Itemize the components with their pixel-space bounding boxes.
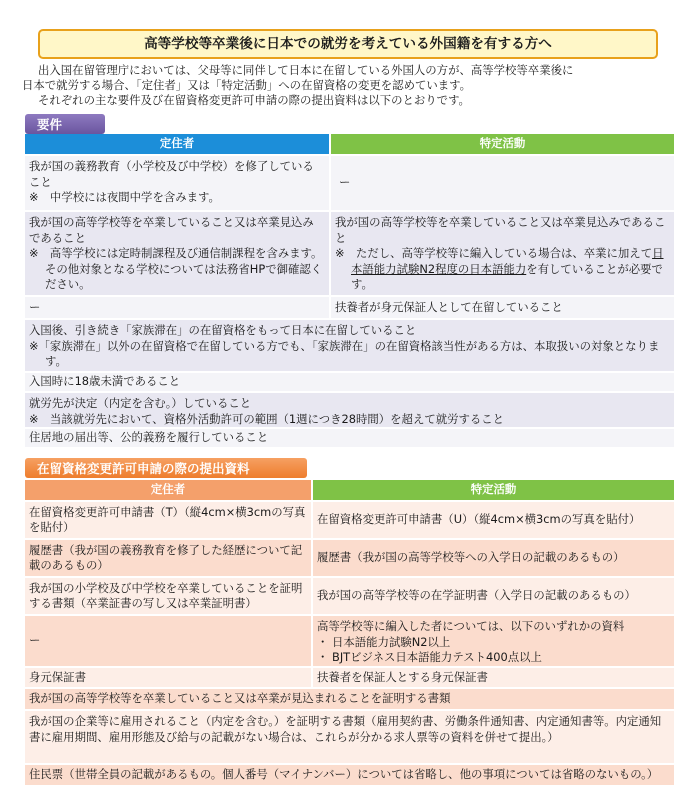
table-cell: 扶養者を保証人とする身元保証書 [313, 668, 674, 687]
table-row [25, 578, 674, 616]
cell-note-text: ※ ただし、高等学校等に編入している場合は、卒業に加えて [335, 246, 653, 260]
table-cell: 履歴書（我が国の高等学校等への入学日の記載のあるもの） [313, 540, 674, 576]
intro-line-2: 日本で就労する場合、「定住者」又は「特定活動」への在留資格の変更を認めています。 [22, 78, 472, 92]
cell-text: 高等学校等に編入した者については、以下のいずれかの資料 [317, 619, 625, 633]
table-row [25, 711, 674, 765]
requirements-table [25, 134, 674, 449]
cell-note [335, 246, 669, 293]
table-row [25, 689, 674, 711]
list-item: ・ BJTビジネス日本語能力テスト400点以上 [317, 650, 542, 664]
cell-text: ー [339, 175, 351, 190]
table-row [25, 616, 674, 668]
table-cell [25, 156, 331, 210]
table-cell: 我が国の高等学校等を卒業していること又は卒業が見込まれることを証明する書類 [25, 689, 674, 709]
cell-text: 我が国の高等学校等を卒業していること又は卒業見込みであること [335, 215, 666, 245]
table-cell: 身元保証書 [25, 668, 313, 687]
requirements-header-teijusha: 定住者 [25, 134, 331, 154]
documents-header-tokutei: 特定活動 [313, 480, 674, 500]
table-cell [331, 156, 674, 210]
table-cell: 住民票（世帯全員の記載があるもの。個人番号（マイナンバー）については省略し、他の事項については省略のないもの。） [25, 765, 674, 785]
table-cell [25, 212, 331, 295]
intro-text [22, 63, 674, 108]
documents-section-label: 在留資格変更許可申請の際の提出資料 [25, 458, 307, 478]
intro-line-3: それぞれの主な要件及び在留資格変更許可申請の際の提出資料は以下のとおりです。 [38, 93, 470, 107]
documents-header-teijusha: 定住者 [25, 480, 313, 500]
table-row [25, 765, 674, 787]
cell-text: 我が国の義務教育（小学校及び中学校）を修了していること [29, 159, 314, 189]
table-cell [331, 212, 674, 295]
requirements-header-row [25, 134, 674, 156]
table-row [25, 429, 674, 449]
requirements-section-label: 要件 [25, 114, 105, 134]
cell-text: 就労先が決定（内定を含む。）していること [29, 396, 252, 410]
table-cell [25, 320, 674, 371]
table-cell [313, 616, 674, 666]
table-cell: 住居地の届出等、公的義務を履行していること [25, 429, 674, 447]
cell-note: ※ 当該就労先において、資格外活動許可の範囲（1週につき28時間）を超えて就労すること [29, 411, 505, 426]
table-row [25, 540, 674, 578]
cell-text: 我が国の高等学校等を卒業していること又は卒業見込みであること [29, 215, 314, 245]
cell-note-underlined: 日本語能力試験N2程度の日本語能力 [351, 246, 664, 276]
requirements-header-tokutei: 特定活動 [331, 134, 674, 154]
table-row [25, 320, 674, 373]
page-title: 高等学校等卒業後に日本での就労を考えている外国籍を有する方へ [38, 29, 658, 59]
table-row [25, 212, 674, 297]
table-cell: 我が国の企業等に雇用されること（内定を含む。）を証明する書類（雇用契約書、労働条件通知書、内定通知書等。内定通知書に雇用期間、雇用形態及び給与の記載がない場合は、これらが分かる求人票等の資料を併せて提出。） [25, 711, 674, 763]
cell-note-text: を有していることが必要です。 [351, 261, 663, 291]
table-cell: 我が国の高等学校等の在学証明書（入学日の記載のあるもの） [313, 578, 674, 614]
cell-text: 入国後、引き続き「家族滞在」の在留資格をもって日本に在留していること [29, 323, 417, 337]
table-row [25, 373, 674, 393]
table-cell: 我が国の小学校及び中学校を卒業していることを証明する書類（卒業証書の写し又は卒業証明書） [25, 578, 313, 614]
table-row [25, 156, 674, 212]
table-cell: 在留資格変更許可申請書（T）（縦4cm×横3cmの写真を貼付） [25, 502, 313, 538]
table-cell [25, 393, 674, 427]
table-row [25, 668, 674, 689]
documents-table [25, 480, 674, 787]
table-cell: ー [25, 297, 331, 318]
cell-note: ※ 高等学校には定時制課程及び通信制課程を含みます。その他対象となる学校については法務省HPで御確認ください。 [29, 246, 323, 291]
table-cell: ー [25, 616, 313, 666]
table-row [25, 393, 674, 429]
table-cell: 在留資格変更許可申請書（U）（縦4cm×横3cmの写真を貼付） [313, 502, 674, 538]
list-item: ・ 日本語能力試験N2以上 [317, 634, 451, 649]
documents-header-row [25, 480, 674, 502]
intro-line-1: 出入国在留管理庁においては、父母等に同伴して日本に在留している外国人の方が、高等学校等卒業後に [38, 63, 574, 77]
table-cell: 履歴書（我が国の義務教育を修了した経歴について記載のあるもの） [25, 540, 313, 576]
table-cell: 入国時に18歳未満であること [25, 373, 674, 391]
table-row [25, 297, 674, 320]
cell-note: ※「家族滞在」以外の在留資格で在留している方でも、「家族滞在」の在留資格該当性がある方は、本取扱いの対象となります。 [29, 338, 660, 368]
table-row [25, 502, 674, 540]
cell-note: ※ 中学校には夜間中学を含みます。 [29, 190, 220, 204]
table-cell: 扶養者が身元保証人として在留していること [331, 297, 674, 318]
